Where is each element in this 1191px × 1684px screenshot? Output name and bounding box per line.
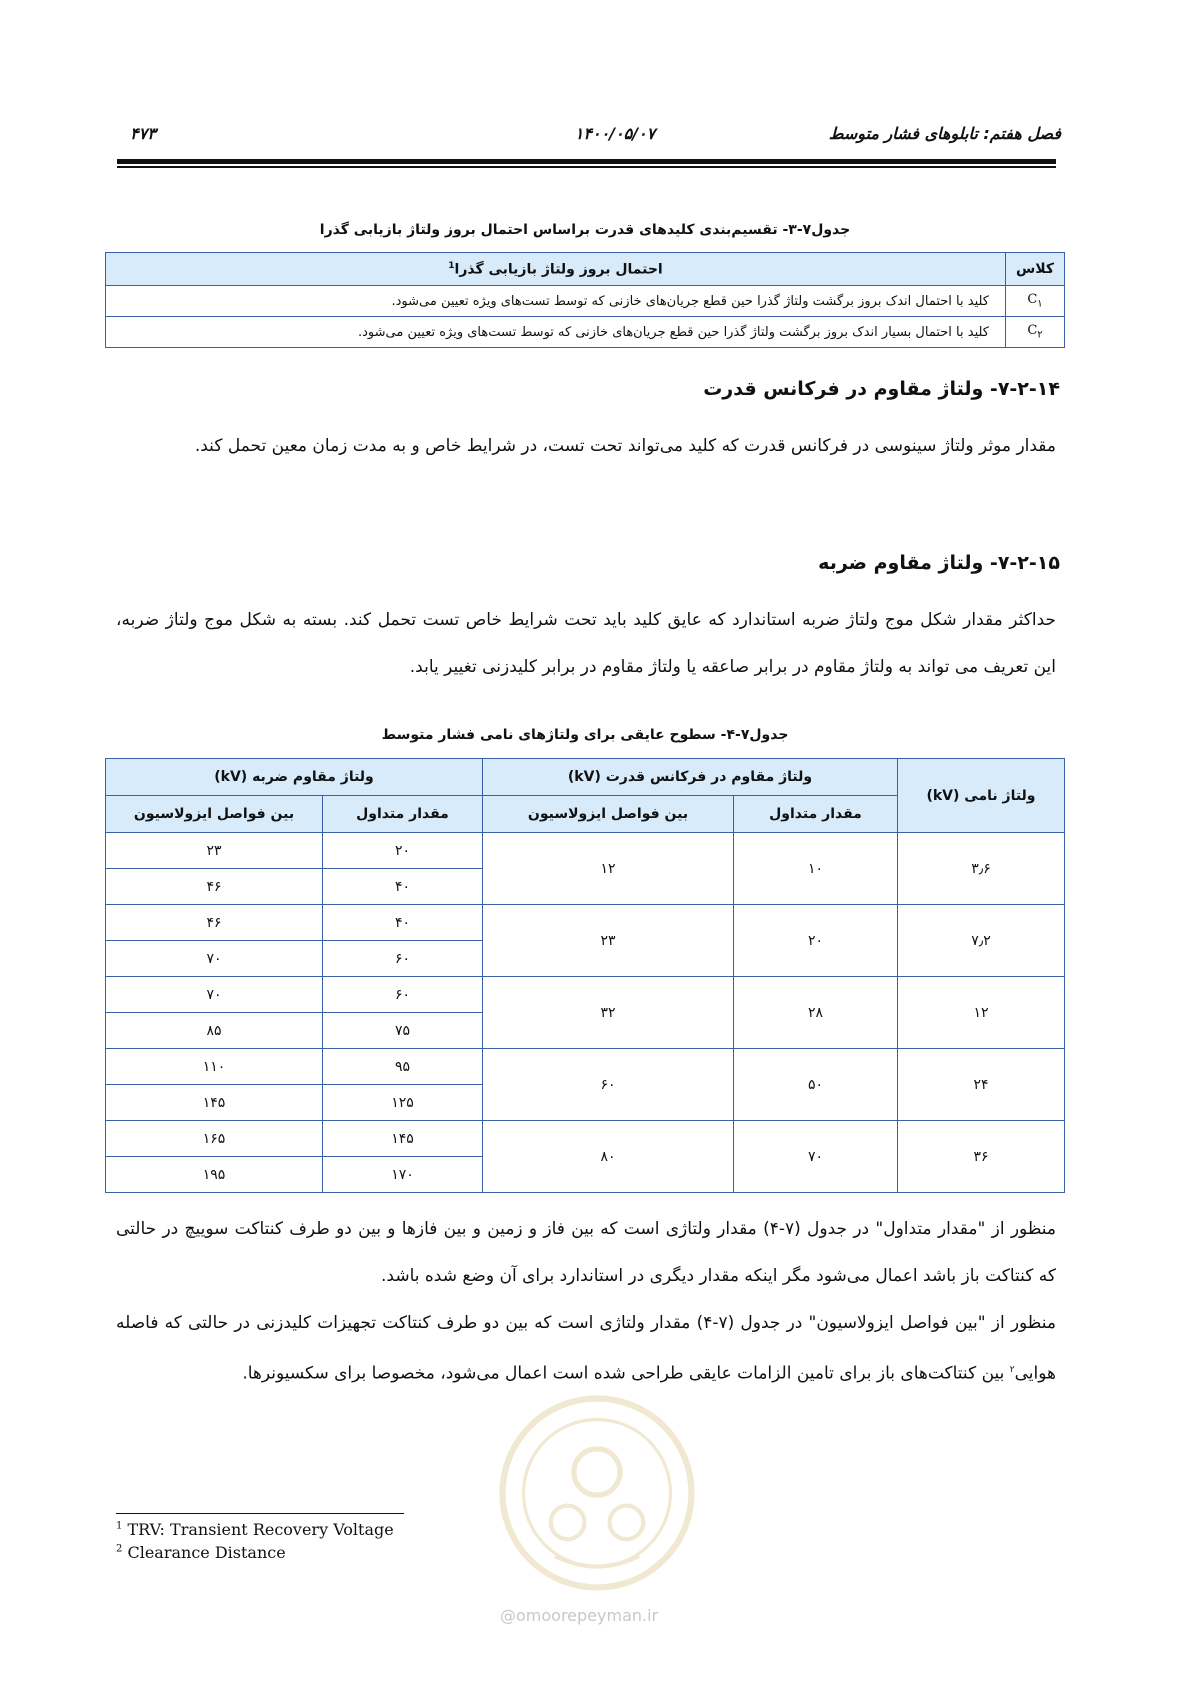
impulse-isolation-cell: ۱۱۰ (106, 1049, 323, 1085)
table2-subheader-isolation: بین فواصل ایزولاسیون (106, 796, 323, 833)
table2-header-impulse: ولتاژ مقاوم ضربه (kV) (106, 759, 483, 796)
header-rule-thin (117, 166, 1056, 168)
table-row (106, 1049, 1065, 1085)
table2-subheader-common: مقدار متداول (734, 796, 898, 833)
note-isolation-distance: منظور از "بین فواصل ایزولاسیون" در جدول (۷-۴) مقدار ولتاژی است که بین دو طرف کنتاکت تجهیزات کلیدزنی در حالتی که فاصله هوایی$^۲$ بین کنتاکت‌های باز برای تامین الزامات عایقی طراحی شده است اعمال می‌شود، مخصوصا برای سکسیونرها. (116, 1313, 1056, 1384)
rated-voltage-cell: ۳۶ (898, 1121, 1065, 1193)
impulse-common-cell: ۱۴۵ (323, 1121, 483, 1157)
pf-common-cell: ۵۰ (734, 1049, 898, 1121)
table1-desc-cell: کلید با احتمال بسیار اندک بروز برگشت ولتاژ گذرا حین قطع جریان‌های خازنی که توسط تست‌های ویژه تعیین می‌شود. (106, 317, 1006, 348)
impulse-common-cell: ۶۰ (323, 941, 483, 977)
rated-voltage-cell: ۱۲ (898, 977, 1065, 1049)
table1-caption: جدول۷-۳- تقسیم‌بندی کلیدهای قدرت براساس احتمال بروز ولتاژ بازیابی گذرا (319, 222, 851, 238)
table-row (106, 286, 1065, 317)
table-row (106, 905, 1065, 941)
rated-voltage-cell: ۳٫۶ (898, 833, 1065, 905)
pf-isolation-cell: ۸۰ (483, 1121, 734, 1193)
impulse-isolation-cell: ۷۰ (106, 977, 323, 1013)
pf-isolation-cell: ۱۲ (483, 833, 734, 905)
note-common-value: منظور از "مقدار متداول" در جدول (۷-۴) مقدار ولتاژی است که بین فاز و زمین و بین فازها و بین دو طرف کنتاکت سوییچ در حالتی که کنتاکت باز باشد اعمال می‌شود مگر اینکه مقدار دیگری در استاندارد برای آن وضع شده باشد. (116, 1219, 1056, 1286)
impulse-isolation-cell: ۴۶ (106, 905, 323, 941)
table-row (106, 317, 1065, 348)
footnote-1: $^1$ TRV: Transient Recovery Voltage (116, 1520, 394, 1539)
chapter-title: فصل هفتم: تابلوهای فشار متوسط (828, 124, 1061, 143)
impulse-common-cell: ۲۰ (323, 833, 483, 869)
footnote-rule (116, 1513, 404, 1514)
footnote-2: $^2$ Clearance Distance (116, 1543, 286, 1562)
impulse-common-cell: ۴۰ (323, 905, 483, 941)
impulse-isolation-cell: ۲۳ (106, 833, 323, 869)
section-15-text: حداکثر مقدار شکل موج ولتاژ ضربه استاندارد که عایق کلید باید تحت شرایط خاص تست تحمل کند. بسته به شکل موج ولتاژ ضربه، این تعریف می تواند به ولتاژ مقاوم در برابر صاعقه یا ولتاژ مقاوم در برابر کلیدزنی تغییر یابد. (116, 610, 1056, 677)
section-14-text: مقدار موثر ولتاژ سینوسی در فرکانس قدرت که کلید می‌تواند تحت تست، در شرایط خاص و به مدت زمان معین تحمل کند. (194, 436, 1056, 456)
pf-isolation-cell: ۲۳ (483, 905, 734, 977)
impulse-isolation-cell: ۱۹۵ (106, 1157, 323, 1193)
rated-voltage-cell: ۲۴ (898, 1049, 1065, 1121)
header-rule-thick (117, 159, 1056, 164)
impulse-common-cell: ۱۷۰ (323, 1157, 483, 1193)
table-row (106, 977, 1065, 1013)
impulse-isolation-cell: ۴۶ (106, 869, 323, 905)
table-row (106, 1121, 1065, 1157)
impulse-common-cell: ۴۰ (323, 869, 483, 905)
header-date: ۱۴۰۰/۰۵/۰۷ (574, 124, 656, 143)
impulse-isolation-cell: ۸۵ (106, 1013, 323, 1049)
page-number: ۴۷۳ (130, 124, 156, 143)
pf-isolation-cell: ۳۲ (483, 977, 734, 1049)
table1-class-cell: $C_۱$ (1006, 286, 1065, 317)
watermark-text: @omoorepeyman.ir (500, 1606, 659, 1625)
table2-subheader-isolation: بین فواصل ایزولاسیون (483, 796, 734, 833)
table2-caption: جدول۷-۴- سطوح عایقی برای ولتاژهای نامی فشار متوسط (381, 727, 789, 743)
impulse-common-cell: ۶۰ (323, 977, 483, 1013)
section-heading-14: ۷-۲-۱۴- ولتاژ مقاوم در فرکانس قدرت (703, 378, 1060, 400)
rated-voltage-cell: ۷٫۲ (898, 905, 1065, 977)
impulse-isolation-cell: ۷۰ (106, 941, 323, 977)
impulse-isolation-cell: ۱۴۵ (106, 1085, 323, 1121)
table1-class-cell: $C_۲$ (1006, 317, 1065, 348)
impulse-common-cell: ۱۲۵ (323, 1085, 483, 1121)
table1 (105, 252, 1065, 348)
pf-common-cell: ۲۸ (734, 977, 898, 1049)
table2 (105, 758, 1065, 1193)
pf-isolation-cell: ۶۰ (483, 1049, 734, 1121)
table1-header-probability: احتمال بروز ولتاژ بازیابی گذرا$^1$ (106, 253, 1006, 286)
table1-desc-cell: کلید با احتمال اندک بروز برگشت ولتاژ گذرا حین قطع جریان‌های خازنی که توسط تست‌های ویژه تعیین می‌شود. (106, 286, 1006, 317)
table1-header-class: کلاس (1006, 253, 1065, 286)
watermark-seal-icon (492, 1388, 702, 1598)
impulse-common-cell: ۷۵ (323, 1013, 483, 1049)
pf-common-cell: ۷۰ (734, 1121, 898, 1193)
impulse-common-cell: ۹۵ (323, 1049, 483, 1085)
table-row (106, 833, 1065, 869)
impulse-isolation-cell: ۱۶۵ (106, 1121, 323, 1157)
table2-subheader-common: مقدار متداول (323, 796, 483, 833)
pf-common-cell: ۱۰ (734, 833, 898, 905)
table2-header-power-frequency: ولتاژ مقاوم در فرکانس قدرت (kV) (483, 759, 898, 796)
table2-header-rated: ولتاژ نامی (kV) (898, 759, 1065, 833)
pf-common-cell: ۲۰ (734, 905, 898, 977)
section-heading-15: ۷-۲-۱۵- ولتاژ مقاوم ضربه (818, 552, 1060, 574)
